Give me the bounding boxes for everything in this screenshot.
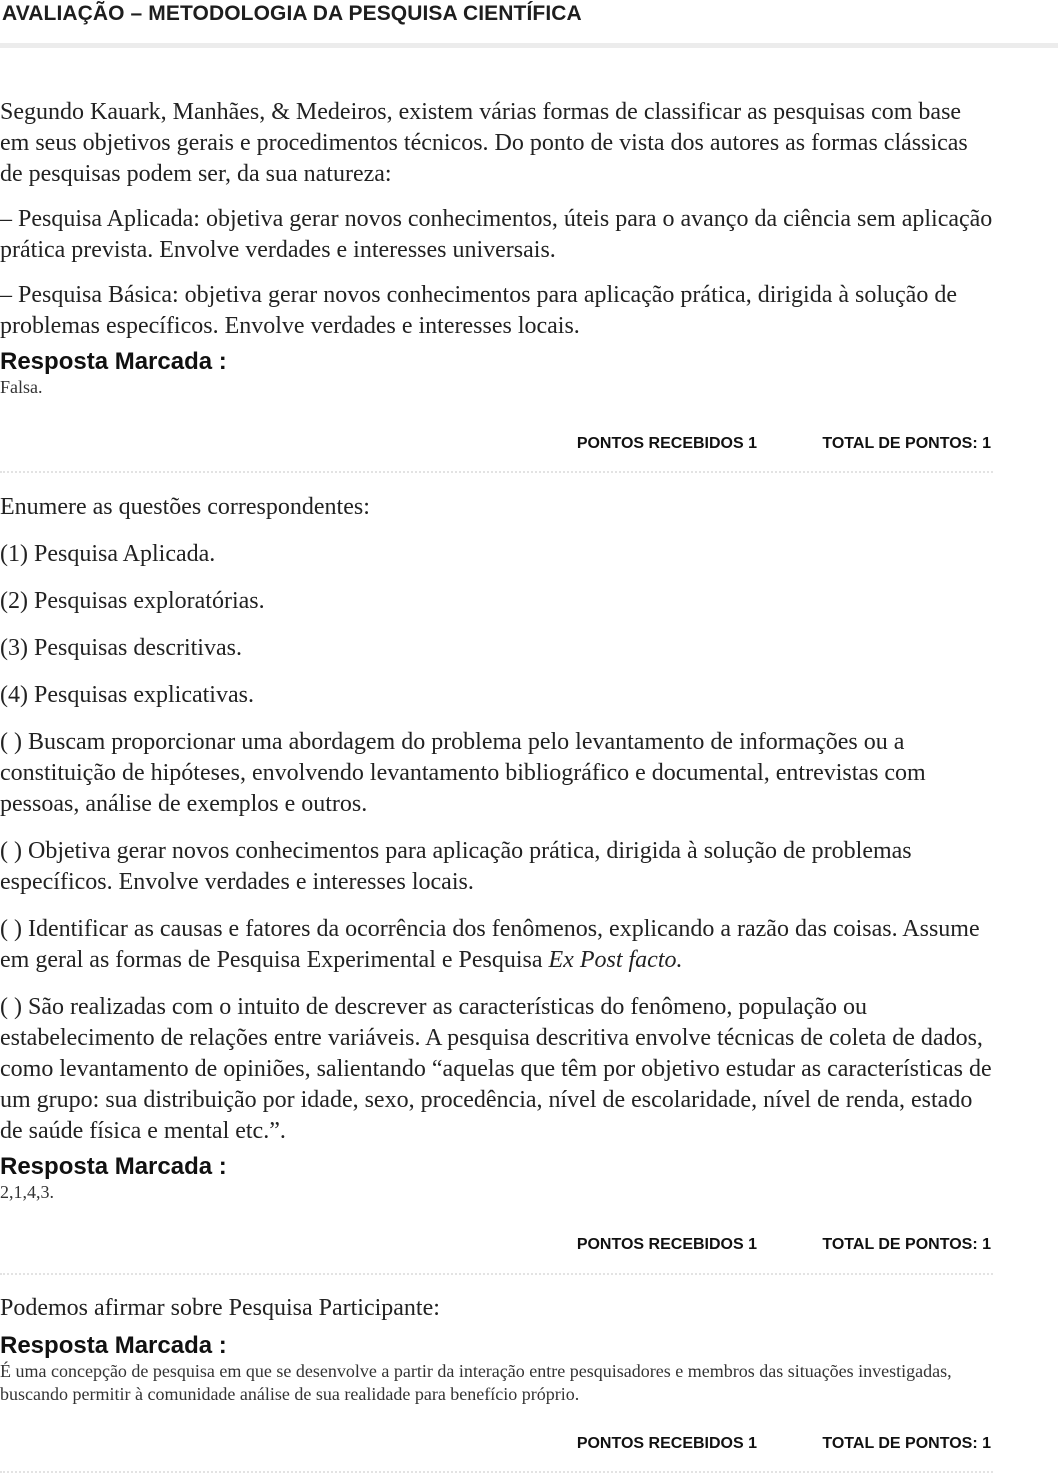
question-divider [0,471,993,473]
score-row [0,1435,993,1457]
question-option: (3) Pesquisas descritivas. [0,635,242,661]
statement-italic-term: Ex Post facto. [548,947,683,973]
statement-text: ( ) Identificar as causas e fatores da ocorrência dos fenômenos, explicando a razão das coisas. Assume em geral as formas de Pesquisa Experimental e Pesquisa [0,916,980,973]
question-statement: ( ) Objetiva gerar novos conhecimentos para aplicação prática, dirigida à solução de problemas específicos. Envolve verdades e interesses locais. [0,838,912,895]
question-statement: ( ) São realizadas com o intuito de descrever as características do fenômeno, população ou estabelecimento de relações entre variáveis. A pesquisa descritiva envolve técnicas de coleta de dados, como levantamento de opiniões, salientando “aquelas que têm por objetivo estudar as características de um grupo: sua distribuição por idade, sexo, procedência, nível de escolaridade, nível de renda, estado de saúde física e mental etc.”. [0,994,992,1144]
points-received: PONTOS RECEBIDOS 1 [576,1236,757,1253]
total-points: TOTAL DE PONTOS: 1 [822,1435,991,1452]
total-points: TOTAL DE PONTOS: 1 [822,435,991,452]
score-row [0,1236,993,1258]
question-text: Podemos afirmar sobre Pesquisa Participante: [0,1295,440,1321]
question-text: Segundo Kauark, Manhães, & Medeiros, existem várias formas de classificar as pesquisas com base em seus objetivos gerais e procedimentos técnicos. Do ponto de vista dos autores as formas clássicas de pesquisas podem ser, da sua natureza: [0,99,968,187]
question-text: – Pesquisa Básica: objetiva gerar novos conhecimentos para aplicação prática, dirigida à solução de problemas específicos. Envolve verdades e interesses locais. [0,282,957,339]
score-row [0,435,993,457]
question-option: (2) Pesquisas exploratórias. [0,588,265,614]
question-divider [0,1273,993,1275]
answer-text: É uma concepção de pesquisa em que se desenvolve a partir da interação entre pesquisadores e membros das situações investigadas, buscando permitir à comunidade análise de sua realidade para benefício próprio. [0,1361,952,1404]
question-statement: ( ) Buscam proporcionar uma abordagem do problema pelo levantamento de informações ou a constituição de hipóteses, envolvendo levantamento bibliográfico e documental, entrevistas com pessoas, análise de exemplos e outros. [0,729,926,817]
question-divider [0,1471,993,1473]
title-divider [0,43,1058,48]
answer-heading: Resposta Marcada : [0,1153,227,1180]
question-option: (1) Pesquisa Aplicada. [0,541,216,567]
page-title: AVALIAÇÃO – METODOLOGIA DA PESQUISA CIENTÍFICA [2,2,582,25]
question-text: – Pesquisa Aplicada: objetiva gerar novos conhecimentos, úteis para o avanço da ciência sem aplicação prática prevista. Envolve verdades e interesses universais. [0,206,993,263]
question-statement [0,914,995,976]
question-2 [0,492,995,1204]
answer-text: Falsa. [0,377,43,397]
answer-text: 2,1,4,3. [0,1182,54,1202]
points-received: PONTOS RECEBIDOS 1 [576,1435,757,1452]
question-text: Enumere as questões correspondentes: [0,494,370,520]
question-option: (4) Pesquisas explicativas. [0,682,254,708]
question-1 [0,97,995,399]
question-3 [0,1293,995,1406]
answer-heading: Resposta Marcada : [0,1332,227,1359]
total-points: TOTAL DE PONTOS: 1 [822,1236,991,1253]
answer-heading: Resposta Marcada : [0,348,227,375]
points-received: PONTOS RECEBIDOS 1 [576,435,757,452]
